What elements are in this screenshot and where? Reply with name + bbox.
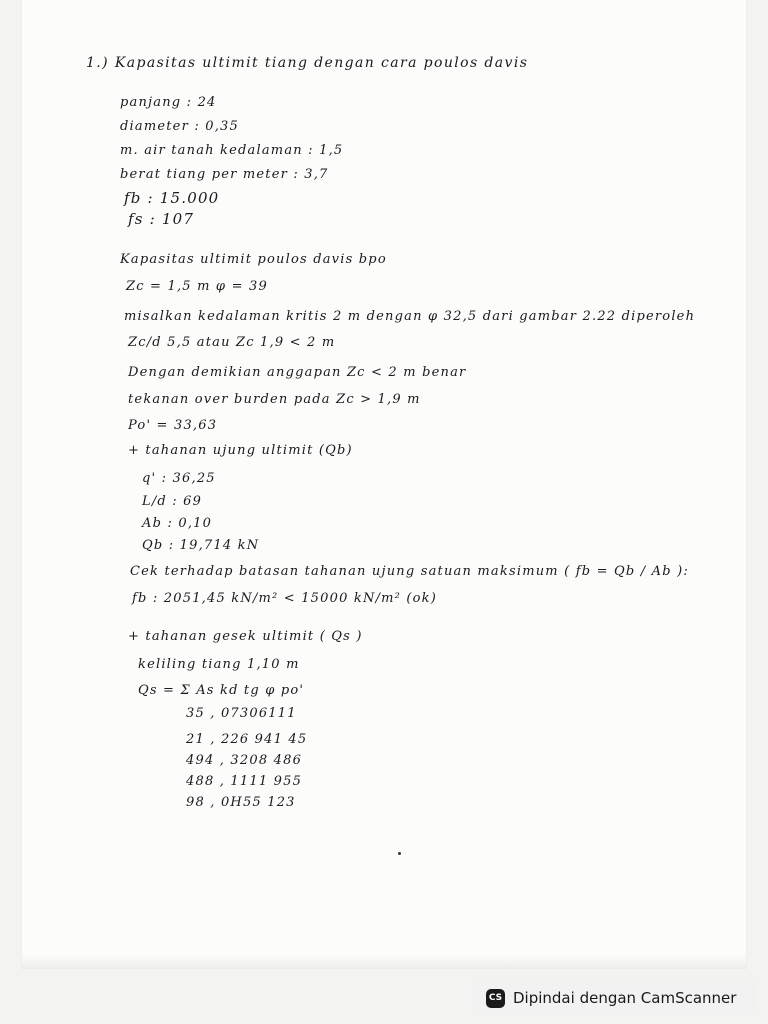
zc-line: Zc = 1,5 m φ = 39 xyxy=(126,279,268,294)
input-panjang: panjang : 24 xyxy=(120,95,217,110)
qs-value-5: 98 , 0H55 123 xyxy=(186,795,296,810)
section-poulos-davis: Kapasitas ultimit poulos davis bpo xyxy=(120,252,387,267)
qb-l-over-d: L/d : 69 xyxy=(142,494,203,509)
qs-value-1: 35 , 07306111 xyxy=(186,706,297,721)
keliling-tiang-line: keliling tiang 1,10 m xyxy=(138,657,300,672)
zc-per-d-line: Zc/d 5,5 atau Zc 1,9 < 2 m xyxy=(128,335,336,350)
tekanan-overburden-line: tekanan over burden pada Zc > 1,9 m xyxy=(128,392,421,407)
misal-kedalaman-line: misalkan kedalaman kritis 2 m dengan φ 32,5 dari gambar 2.22 diperoleh xyxy=(124,309,696,324)
po-line: Po' = 33,63 xyxy=(128,418,218,433)
qb-value: Qb : 19,714 kN xyxy=(142,538,260,553)
qb-q-prime: q' : 36,25 xyxy=(142,471,216,486)
qs-header: + tahanan gesek ultimit ( Qs ) xyxy=(128,629,363,644)
input-fb: fb : 15.000 xyxy=(124,189,220,207)
input-muka-air-tanah: m. air tanah kedalaman : 1,5 xyxy=(120,143,344,158)
qs-value-2: 21 , 226 941 45 xyxy=(186,732,308,747)
qb-header: + tahanan ujung ultimit (Qb) xyxy=(128,443,353,458)
paper-edge-shadow xyxy=(22,955,746,969)
input-diameter: diameter : 0,35 xyxy=(120,119,239,134)
cek-batasan-line: Cek terhadap batasan tahanan ujung satuan maksimum ( fb = Qb / Ab ): xyxy=(130,564,689,579)
anggapan-line: Dengan demikian anggapan Zc < 2 m benar xyxy=(128,365,467,380)
fb-check-line: fb : 2051,45 kN/m² < 15000 kN/m² (ok) xyxy=(132,591,438,606)
input-fs: fs : 107 xyxy=(128,210,195,228)
qs-value-3: 494 , 3208 486 xyxy=(186,753,303,768)
camscanner-watermark xyxy=(474,982,756,1014)
camscanner-logo-icon: CS xyxy=(486,989,505,1008)
camscanner-watermark-text: Dipindai dengan CamScanner xyxy=(513,989,737,1007)
ink-dot xyxy=(398,852,401,855)
problem-title: 1.) Kapasitas ultimit tiang dengan cara poulos davis xyxy=(86,55,529,71)
qs-value-4: 488 , 1111 955 xyxy=(186,774,303,789)
input-berat-tiang: berat tiang per meter : 3,7 xyxy=(120,167,329,182)
qs-formula: Qs = Σ As kd tg φ po' xyxy=(138,683,305,698)
qb-ab: Ab : 0,10 xyxy=(142,516,213,531)
